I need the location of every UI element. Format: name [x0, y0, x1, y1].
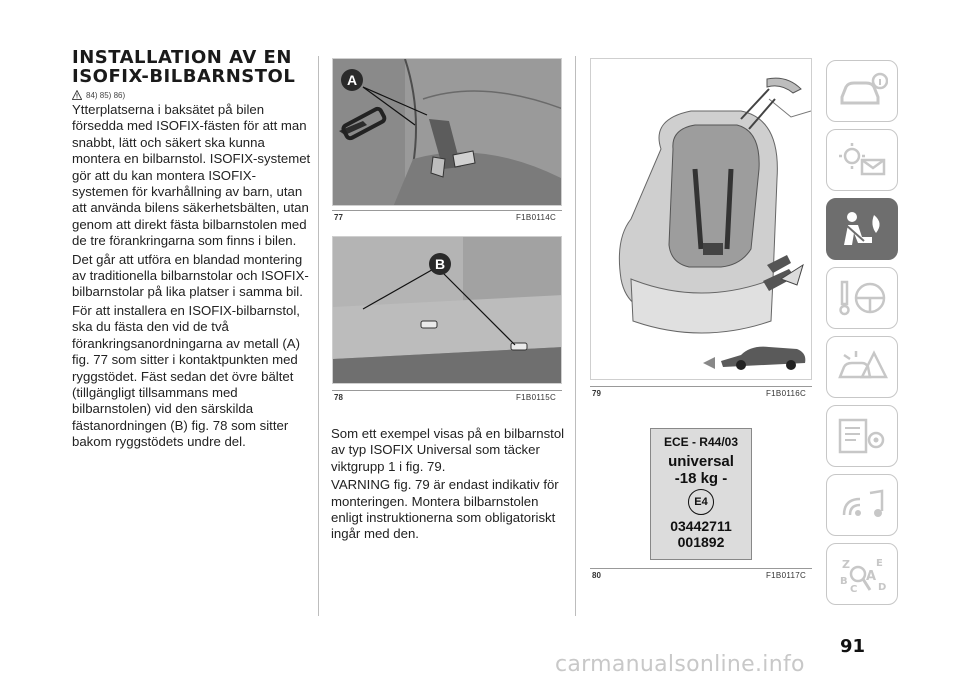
index-letter-a: A: [866, 569, 877, 584]
approval-e-mark: E4: [688, 489, 714, 515]
tab-index[interactable]: [826, 543, 898, 605]
figure-80-code: F1B0117C: [766, 571, 807, 580]
figure-79-number: 79: [592, 389, 601, 398]
approval-serial: 001892: [677, 534, 725, 550]
column-divider-1: [318, 56, 319, 616]
approval-number: 03442711: [670, 518, 732, 534]
tab-emergency[interactable]: [826, 336, 898, 398]
figure-79-code: F1B0116C: [766, 389, 807, 398]
figure-80-number: 80: [592, 571, 601, 580]
text-column-left: [72, 48, 312, 451]
figure-79-caption-rule: [590, 386, 812, 387]
chapter-tabs: [826, 60, 898, 612]
approval-standard: ECE - R44/03: [663, 435, 739, 449]
approval-category: universal: [668, 453, 734, 470]
paragraph-installation: För att installera en ISOFIX-bilbarnstol, ska du fästa den vid de två förankringsanordningarna av metall (A) fig. 77 som sitter i kontaktpunkten med ryggstödet. Fäst sedan det övre bältet (tillgängligt tillsammans med bilbarnstolen) vid den särskilda fästanordningen (B) fig. 78 som sitter bakom ryggstödets undre del.: [72, 302, 300, 450]
figure-78-code: F1B0115C: [516, 393, 557, 402]
approval-weight: -18 kg -: [674, 470, 728, 487]
figure-79-illustration: [591, 59, 812, 380]
figure-80-caption-rule: [590, 568, 812, 569]
figure-79-child-seat: [590, 58, 812, 380]
figure-78-caption-rule: [332, 390, 562, 391]
index-letter-z: Z: [842, 558, 850, 571]
safety-airbag-icon: [836, 209, 888, 249]
figure-78-top-tether: [332, 236, 562, 384]
warning-triangle-icon: [72, 90, 82, 100]
paragraph-example: Som ett exempel visas på en bilbarnstol av typ ISOFIX Universal som täcker viktgrupp 1 i fig. 79.: [331, 426, 565, 474]
paragraph-warning: VARNING fig. 79 är endast indikativ för monteringen. Montera bilbarnstolen enligt instruktionerna som obligatoriskt ingår med den.: [331, 477, 559, 542]
index-letter-e: E: [876, 558, 883, 569]
tab-lights-messages[interactable]: [826, 129, 898, 191]
lights-messages-icon: [836, 140, 888, 180]
warning-ref-numbers: 84) 85) 86): [86, 90, 126, 100]
figure-77-code: F1B0114C: [516, 213, 557, 222]
figure-77-caption-rule: [332, 210, 562, 211]
watermark: carmanualsonline.info: [555, 652, 805, 677]
figure-77-illustration: [333, 59, 562, 206]
car-info-icon: [836, 71, 888, 111]
figure-78-callout: B: [429, 253, 451, 275]
tab-starting-driving[interactable]: [826, 267, 898, 329]
figure-77-number: 77: [334, 213, 343, 222]
figure-78-number: 78: [334, 393, 343, 402]
warning-refs: [72, 90, 312, 100]
tab-car-info[interactable]: [826, 60, 898, 122]
section-title: INSTALLATION AV EN ISOFIX-BILBARNSTOL: [72, 47, 296, 87]
figure-80-approval-label: [650, 428, 752, 560]
multimedia-icon: [836, 485, 888, 525]
figure-77-callout: A: [341, 69, 363, 91]
tab-maintenance[interactable]: [826, 405, 898, 467]
index-letter-b: B: [840, 576, 848, 587]
figure-77-isofix-anchors: [332, 58, 562, 206]
maintenance-icon: [836, 416, 888, 456]
column-divider-2: [575, 56, 576, 616]
text-column-middle: [331, 424, 571, 543]
paragraph-mixed-mounting: Det går att utföra en blandad montering av traditionella bilbarnstolar och ISOFIX-bilbarnstolar på lika platser i samma bil.: [72, 251, 309, 300]
page-number: 91: [840, 636, 866, 657]
index-letter-d: D: [878, 582, 887, 593]
tab-safety[interactable]: [826, 198, 898, 260]
emergency-icon: [836, 347, 888, 387]
starting-driving-icon: [836, 278, 888, 318]
tab-multimedia[interactable]: [826, 474, 898, 536]
paragraph-intro: Ytterplatserna i baksätet på bilen försedda med ISOFIX-fästen för att man snabbt, lätt och säkert ska kunna montera en bilbarnstol. ISOFIX-systemet gör att du kan montera ISOFIX-systemen för kvarhållning av barn, utan att använda bilens säkerhetsbälten, utan genom att direkt fästa bilbarnstolen med de tre förankringarna som finns i bilen.: [72, 102, 311, 249]
index-icon: [836, 554, 888, 594]
index-letter-c: C: [850, 584, 858, 594]
